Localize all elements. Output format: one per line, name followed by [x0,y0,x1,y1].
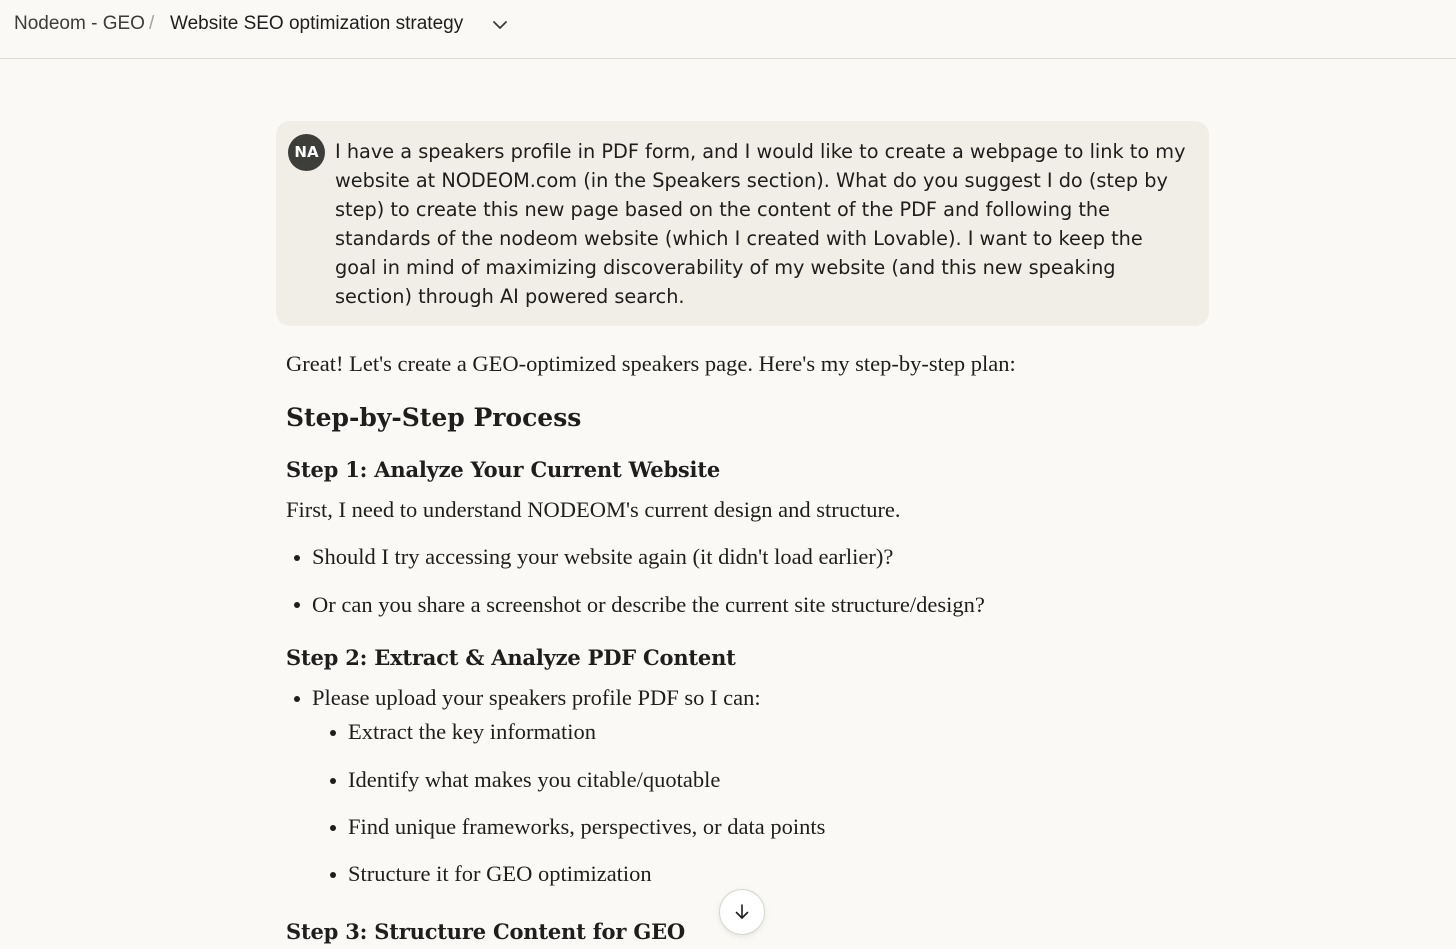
arrow-down-icon [732,902,752,922]
sub-list-item: Structure it for GEO optimization [348,861,652,886]
sub-bullet-dot [330,825,336,831]
bullet-dot [294,555,300,561]
conversation-title[interactable]: Website SEO optimization strategy [170,13,464,34]
sub-list-item: Identify what makes you citable/quotable [348,767,721,792]
bullet-dot [294,696,300,702]
sub-list-item: Find unique frameworks, perspectives, or data points [348,814,826,839]
user-message [276,121,1209,326]
chevron-down-icon[interactable] [489,14,511,36]
breadcrumb-separator: / [149,13,155,34]
avatar[interactable]: NA [288,134,325,171]
user-message-text: I have a speakers profile in PDF form, and I would like to create a webpage to link to my website at NODEOM.com (in the Speakers section). What do you suggest I do (step by step) to create this new page based on the content of the PDF and following the standards of the nodeom website (which I created with Lovable). I want to keep the goal in mind of maximizing discoverability of my website (and this new speaking section) through AI powered search. [335,140,1186,308]
top-bar [0,0,1456,59]
sub-bullet-dot [330,730,336,736]
sub-bullet-dot [330,778,336,784]
sub-bullet-dot [330,872,336,878]
list-item: Please upload your speakers profile PDF so I can: [312,685,761,710]
step3-heading: Step 3: Structure Content for GEO [286,919,685,944]
list-item: Should I try accessing your website again (it didn't load earlier)? [312,544,894,569]
step1-body: First, I need to understand NODEOM's current design and structure. [286,497,901,522]
bullet-dot [294,602,300,608]
section-heading: Step-by-Step Process [286,403,582,432]
breadcrumb-project[interactable]: Nodeom - GEO [14,13,145,34]
scroll-to-bottom-button[interactable] [719,889,765,935]
sub-list-item: Extract the key information [348,719,597,744]
step1-heading: Step 1: Analyze Your Current Website [286,457,720,482]
intro-paragraph: Great! Let's create a GEO-optimized speakers page. Here's my step-by-step plan: [286,351,1016,376]
step2-heading: Step 2: Extract & Analyze PDF Content [286,645,736,670]
list-item: Or can you share a screenshot or describe the current site structure/design? [312,592,985,617]
